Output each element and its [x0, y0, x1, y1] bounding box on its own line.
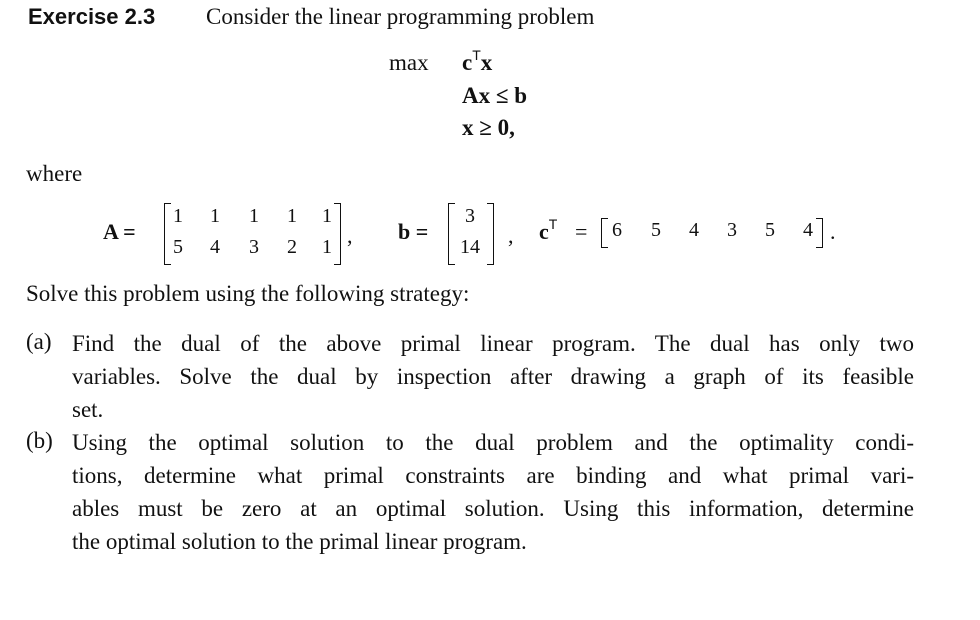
matrix-A-cell: 1 — [322, 236, 332, 258]
matrix-A-cell: 1 — [173, 205, 183, 227]
vector-b-left-bracket — [448, 203, 455, 265]
where-word: where — [26, 161, 83, 186]
matrix-A-cell: 1 — [249, 205, 259, 227]
vector-cT-cell: 3 — [727, 219, 737, 241]
item-a-label: (a) — [26, 329, 52, 354]
matrix-A-label: A = — [103, 219, 136, 244]
lp-objective-sup: T — [472, 47, 481, 63]
item-a-line: variables. Solve the dual by inspection after drawing a graph of its feasible — [72, 364, 914, 389]
lp-objective-c: c — [462, 50, 473, 75]
lp-constraint-2: x ≥ 0, — [462, 115, 515, 140]
lp-constraint-1: Ax ≤ b — [462, 83, 528, 108]
matrix-A-cell: 1 — [322, 205, 332, 227]
vector-b-right-bracket — [487, 203, 494, 265]
item-b-line: tions, determine what primal constraints are binding and what primal vari- — [72, 463, 914, 488]
separator-comma: , — [508, 223, 514, 248]
lp-objective-x: x — [480, 50, 493, 75]
vector-cT-cell: 5 — [651, 219, 661, 241]
matrix-A-cell: 1 — [287, 205, 297, 227]
vector-cT-cell: 6 — [612, 219, 622, 241]
vector-cT-cell: 5 — [765, 219, 775, 241]
item-b-label: (b) — [26, 428, 53, 453]
vector-cT-base: c — [539, 219, 549, 244]
exercise-title: Exercise 2.3 — [28, 4, 156, 29]
vector-cT-sup: T — [548, 216, 558, 232]
vector-b-cell: 3 — [465, 205, 475, 227]
item-a-line: Find the dual of the above primal linear program. The dual has only two — [72, 331, 914, 356]
item-b-line: the optimal solution to the primal linear program. — [72, 529, 527, 554]
item-b-text — [72, 426, 914, 558]
matrix-A-cell: 4 — [210, 236, 220, 258]
matrices-row — [0, 0, 980, 280]
separator-comma: , — [347, 223, 353, 248]
vector-cT-label — [539, 216, 558, 245]
item-b-line: Using the optimal solution to the dual problem and the optimality condi- — [72, 430, 914, 455]
vector-cT-cell: 4 — [689, 219, 699, 241]
matrix-A-cell: 5 — [173, 236, 183, 258]
item-a-line: set. — [72, 397, 104, 422]
vector-b-label: b = — [398, 219, 429, 244]
sentence-period: . — [830, 219, 836, 244]
vector-b-cell: 14 — [460, 236, 480, 258]
matrix-A-cell: 2 — [287, 236, 297, 258]
lp-max-word: max — [389, 50, 429, 75]
matrix-A-cell: 1 — [210, 205, 220, 227]
strategy-text: Solve this problem using the following strategy: — [26, 281, 470, 306]
item-b-line: ables must be zero at an optimal solution. Using this information, determine — [72, 496, 914, 521]
exercise-intro: Consider the linear programming problem — [206, 4, 595, 29]
item-a-text — [72, 327, 914, 426]
vector-cT-cell: 4 — [803, 219, 813, 241]
matrix-A-cell: 3 — [249, 236, 259, 258]
vector-cT-equals: = — [575, 219, 588, 244]
